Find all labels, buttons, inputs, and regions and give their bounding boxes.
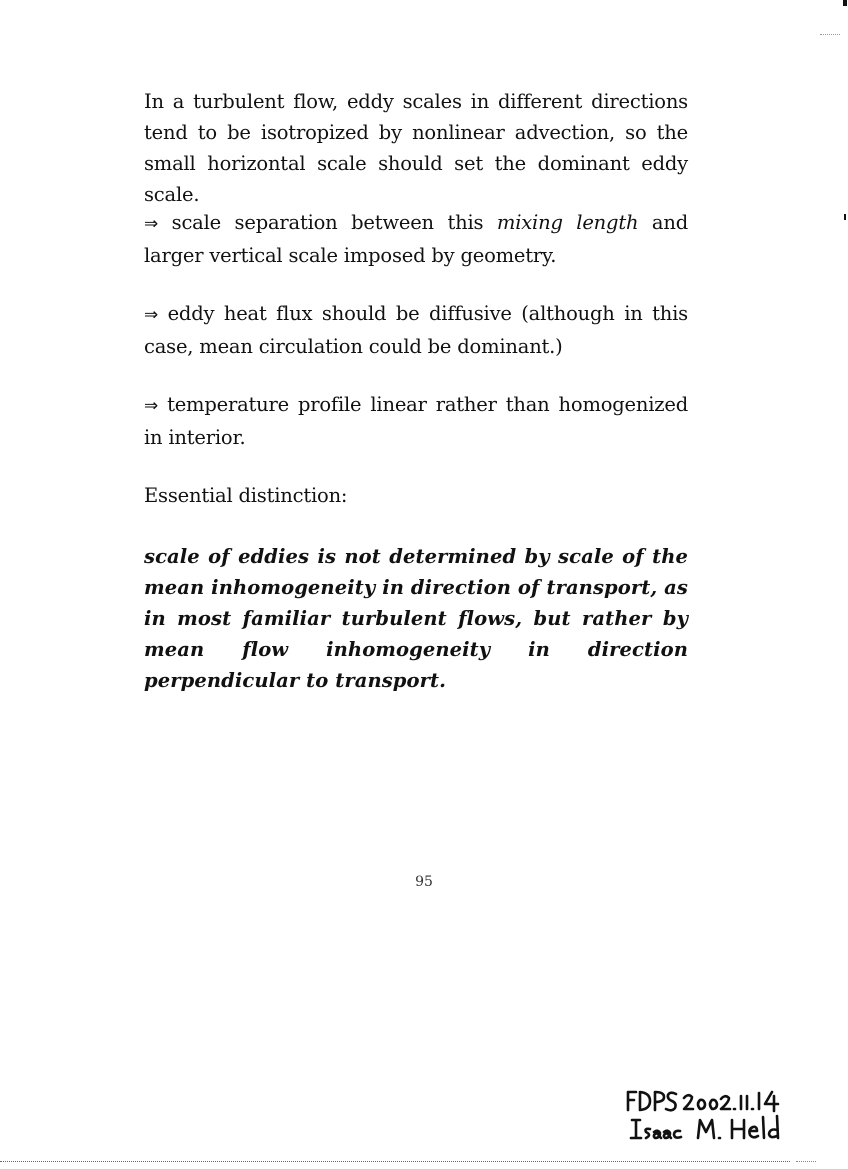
implies-arrow: ⇒ xyxy=(144,396,159,416)
paragraph-diffusive-flux-text: eddy heat flux should be diffusive (although in this case, mean circulation could be dominant.) xyxy=(144,302,688,358)
implies-arrow: ⇒ xyxy=(144,214,159,234)
handwritten-signature xyxy=(600,1084,800,1144)
mixing-length-term: mixing length xyxy=(496,211,639,234)
paragraph-isotropization-text: In a turbulent flow, eddy scales in different directions tend to be isotropized by nonlinear advection, so the small horizontal scale should set the dominant eddy scale. xyxy=(144,90,688,206)
scan-bottom-rule xyxy=(0,1161,790,1162)
paragraph-temperature-profile xyxy=(144,389,688,453)
paragraph-scale-separation xyxy=(144,207,688,271)
scan-corner-mark xyxy=(843,0,847,6)
implies-arrow: ⇒ xyxy=(144,305,159,325)
scan-edge-dots xyxy=(820,34,840,35)
paragraph-essential-distinction xyxy=(144,480,688,511)
scan-bottom-rule-end xyxy=(796,1161,816,1162)
page-number: 95 xyxy=(415,874,433,890)
paragraph-scale-separation-text-b: and larger vertical scale imposed by geometry. xyxy=(144,211,688,267)
paragraph-eddy-scale-statement-text: scale of eddies is not determined by scale of the mean inhomogeneity in direction of transport, as in most familiar turbulent flows, but rather by mean flow inhomogeneity in direction perpendicular to transport. xyxy=(144,545,688,692)
paragraph-eddy-scale-statement xyxy=(144,541,688,696)
paragraph-scale-separation-text-a: scale separation between this xyxy=(158,211,497,234)
paragraph-temperature-profile-text: temperature profile linear rather than homogenized in interior. xyxy=(144,393,688,449)
scan-side-mark xyxy=(844,214,846,220)
paragraph-essential-distinction-text: Essential distinction: xyxy=(144,484,348,507)
paragraph-diffusive-flux xyxy=(144,298,688,362)
paragraph-isotropization xyxy=(144,86,688,210)
